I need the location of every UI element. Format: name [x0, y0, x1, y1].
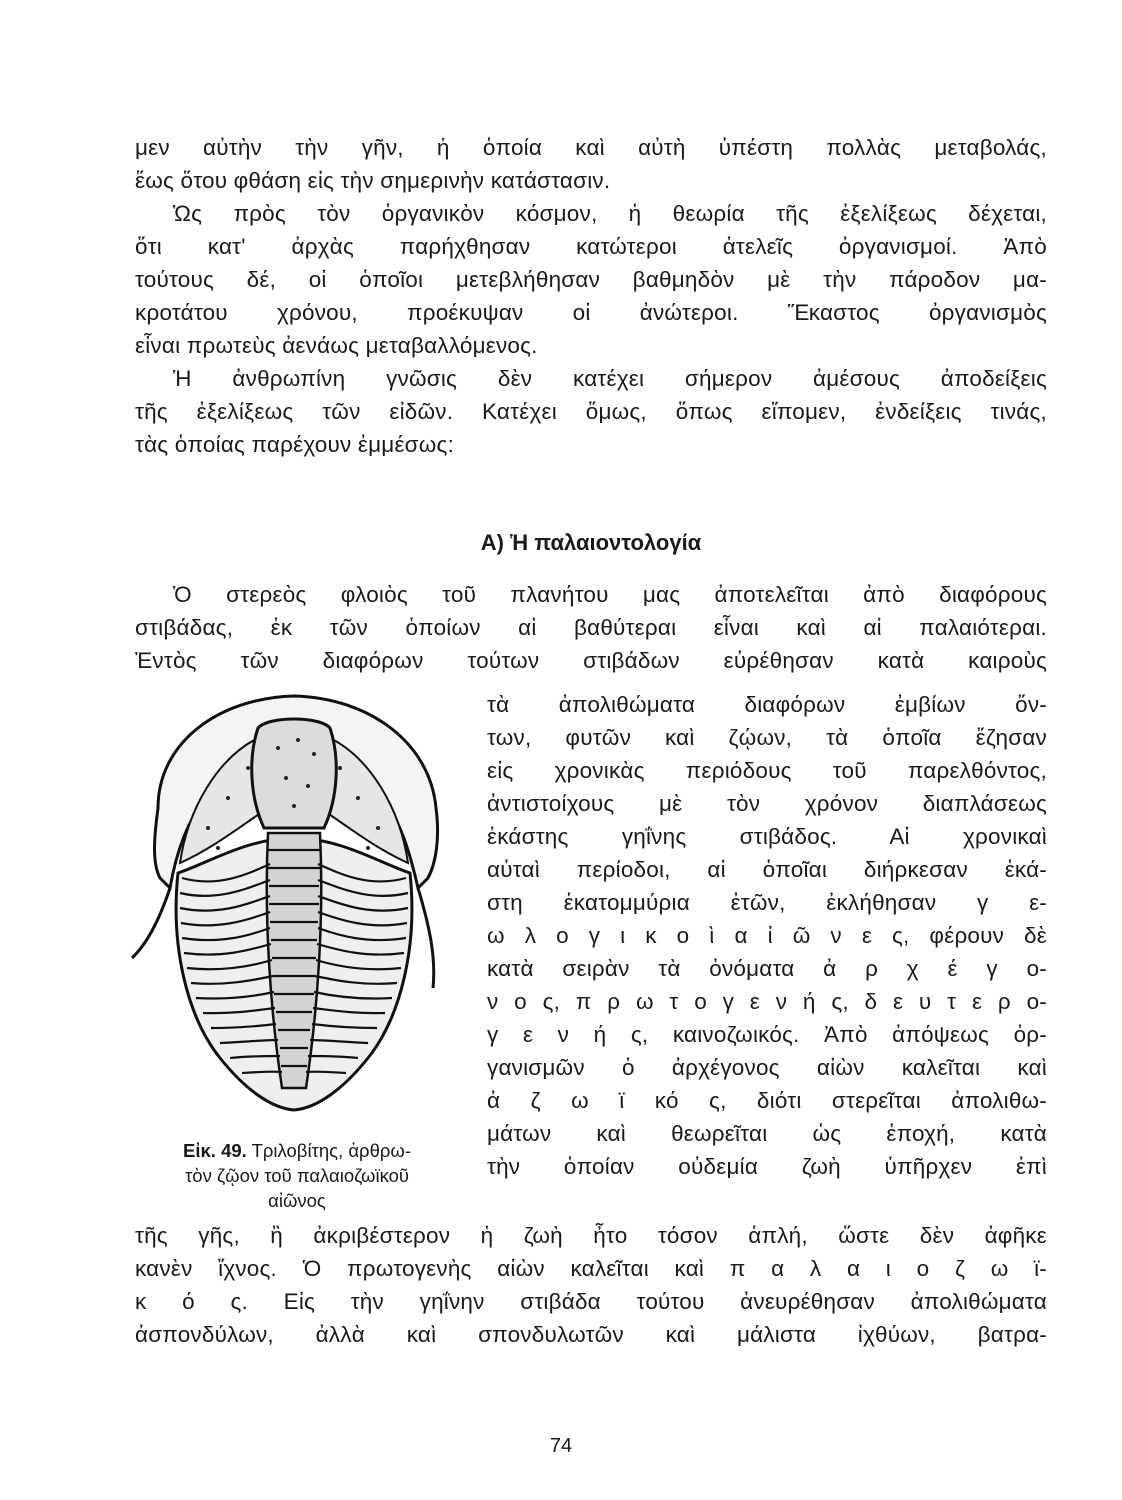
- text-line: τὴν ὁποίαν οὐδεμία ζωὴ ὑπῆρχεν ἐπὶ: [487, 1154, 1047, 1179]
- text-line: στιβάδας, ἐκ τῶν ὁποίων αἱ βαθύτεραι εἶναι καὶ αἱ παλαιότεραι.: [135, 615, 1047, 640]
- figure-caption: [112, 1138, 482, 1213]
- text-line: ω λ ο γ ι κ ο ὶ α ἰ ῶ ν ε ς, φέρουν δὲ: [487, 923, 1047, 948]
- text-line: εἰς χρονικὰς περιόδους τοῦ παρελθόντος,: [487, 758, 1047, 783]
- text-line: κ ό ς. Εἰς τὴν γηΐνην στιβάδα τούτου ἀνευρέθησαν ἀπολιθώματα: [135, 1289, 1047, 1314]
- text-line: κανὲν ἴχνος. Ὁ πρωτογενὴς αἰὼν καλεῖται καὶ π α λ α ι ο ζ ω ϊ-: [135, 1256, 1047, 1281]
- text-line: ἀσπονδύλων, ἀλλὰ καὶ σπονδυλωτῶν καὶ μάλιστα ἰχθύων, βατρα-: [135, 1322, 1047, 1347]
- text-line: Ὁ στερεὸς φλοιὸς τοῦ πλανήτου μας ἀποτελεῖται ἀπὸ διαφόρους: [173, 582, 1047, 607]
- text-line: γανισμῶν ὁ ἀρχέγονος αἰὼν καλεῖται καὶ: [487, 1055, 1047, 1080]
- trilobite-illustration: [118, 688, 470, 1120]
- caption-text: Τριλοβίτης, ἀρθρω-: [251, 1140, 411, 1161]
- caption-line: αἰῶνος: [268, 1190, 326, 1211]
- page-number: 74: [549, 1435, 573, 1457]
- text-line: ἀ ζ ω ϊ κό ς, διότι στερεῖται ἀπολιθω-: [487, 1088, 1047, 1113]
- text-line: κροτάτου χρόνου, προέκυψαν οἱ ἀνώτεροι. Ἕκαστος ὀργανισμὸς: [135, 300, 1047, 325]
- text-line: αὐταὶ περίοδοι, αἱ ὁποῖαι διήρκεσαν ἑκά-: [487, 857, 1047, 882]
- text-line: μεν αὐτὴν τὴν γῆν, ἡ ὁποία καὶ αὐτὴ ὑπέστη πολλὰς μεταβολάς,: [135, 135, 1047, 160]
- text-line: ν ο ς, π ρ ω τ ο γ ε ν ή ς, δ ε υ τ ε ρ ο-: [487, 989, 1047, 1014]
- text-line: Ὡς πρὸς τὸν ὀργανικὸν κόσμον, ἡ θεωρία τῆς ἐξελίξεως δέχεται,: [173, 201, 1047, 226]
- text-line: τὰ ἀπολιθώματα διαφόρων ἐμβίων ὄν-: [487, 692, 1047, 717]
- text-line: στη ἑκατομμύρια ἐτῶν, ἐκλήθησαν γ ε-: [487, 890, 1047, 915]
- text-line: ἕως ὅτου φθάση εἰς τὴν σημερινὴν κατάστασιν.: [135, 168, 611, 193]
- column-text: [487, 688, 1047, 1183]
- text-line: ἀντιστοίχους μὲ τὸν χρόνον διαπλάσεως: [487, 791, 1047, 816]
- text-line: γ ε ν ή ς, καινοζωικός. Ἀπὸ ἀπόψεως ὀρ-: [487, 1022, 1047, 1047]
- text-line: κατὰ σειρὰν τὰ ὀνόματα ἀ ρ χ έ γ ο-: [487, 956, 1047, 981]
- text-line: Ἡ ἀνθρωπίνη γνῶσις δὲν κατέχει σήμερον ἀμέσους ἀποδείξεις: [173, 366, 1047, 391]
- text-line: τῆς γῆς, ἢ ἀκριβέστερον ἡ ζωὴ ἦτο τόσον ἁπλή, ὥστε δὲν ἀφῆκε: [135, 1223, 1047, 1248]
- text-line: ὅτι κατ' ἀρχὰς παρήχθησαν κατώτεροι ἀτελεῖς ὀργανισμοί. Ἀπὸ: [135, 234, 1047, 259]
- paragraph-2-3: [135, 197, 1047, 461]
- text-line: τὰς ὁποίας παρέχουν ἐμμέσως:: [135, 432, 455, 457]
- caption-line: τὸν ζῷον τοῦ παλαιοζωϊκοῦ: [184, 1165, 410, 1186]
- text-line: Ἐντὸς τῶν διαφόρων τούτων στιβάδων εὑρέθησαν κατὰ καιροὺς: [135, 648, 1047, 673]
- text-line: ἑκάστης γηΐνης στιβάδος. Αἱ χρονικαὶ: [487, 824, 1047, 849]
- text-line: μάτων καὶ θεωρεῖται ὡς ἐποχή, κατὰ: [487, 1121, 1047, 1146]
- text-line: τῆς ἐξελίξεως τῶν εἰδῶν. Κατέχει ὅμως, ὅπως εἴπομεν, ἐνδείξεις τινάς,: [135, 399, 1047, 424]
- caption-label: Εἰκ. 49.: [183, 1140, 247, 1161]
- paragraph-1: [135, 131, 1047, 197]
- text-line: τούτους δέ, οἱ ὁποῖοι μετεβλήθησαν βαθμηδὸν μὲ τὴν πάροδον μα-: [135, 267, 1047, 292]
- text-line: των, φυτῶν καὶ ζῴων, τὰ ὁποῖα ἔζησαν: [487, 725, 1047, 750]
- paleontology-continued: [135, 1219, 1047, 1351]
- section-heading: Α) Ἡ παλαιοντολογία: [480, 530, 702, 555]
- paleontology-intro: [135, 578, 1047, 677]
- text-line: εἶναι πρωτεὺς ἀενάως μεταβαλλόμενος.: [135, 333, 538, 358]
